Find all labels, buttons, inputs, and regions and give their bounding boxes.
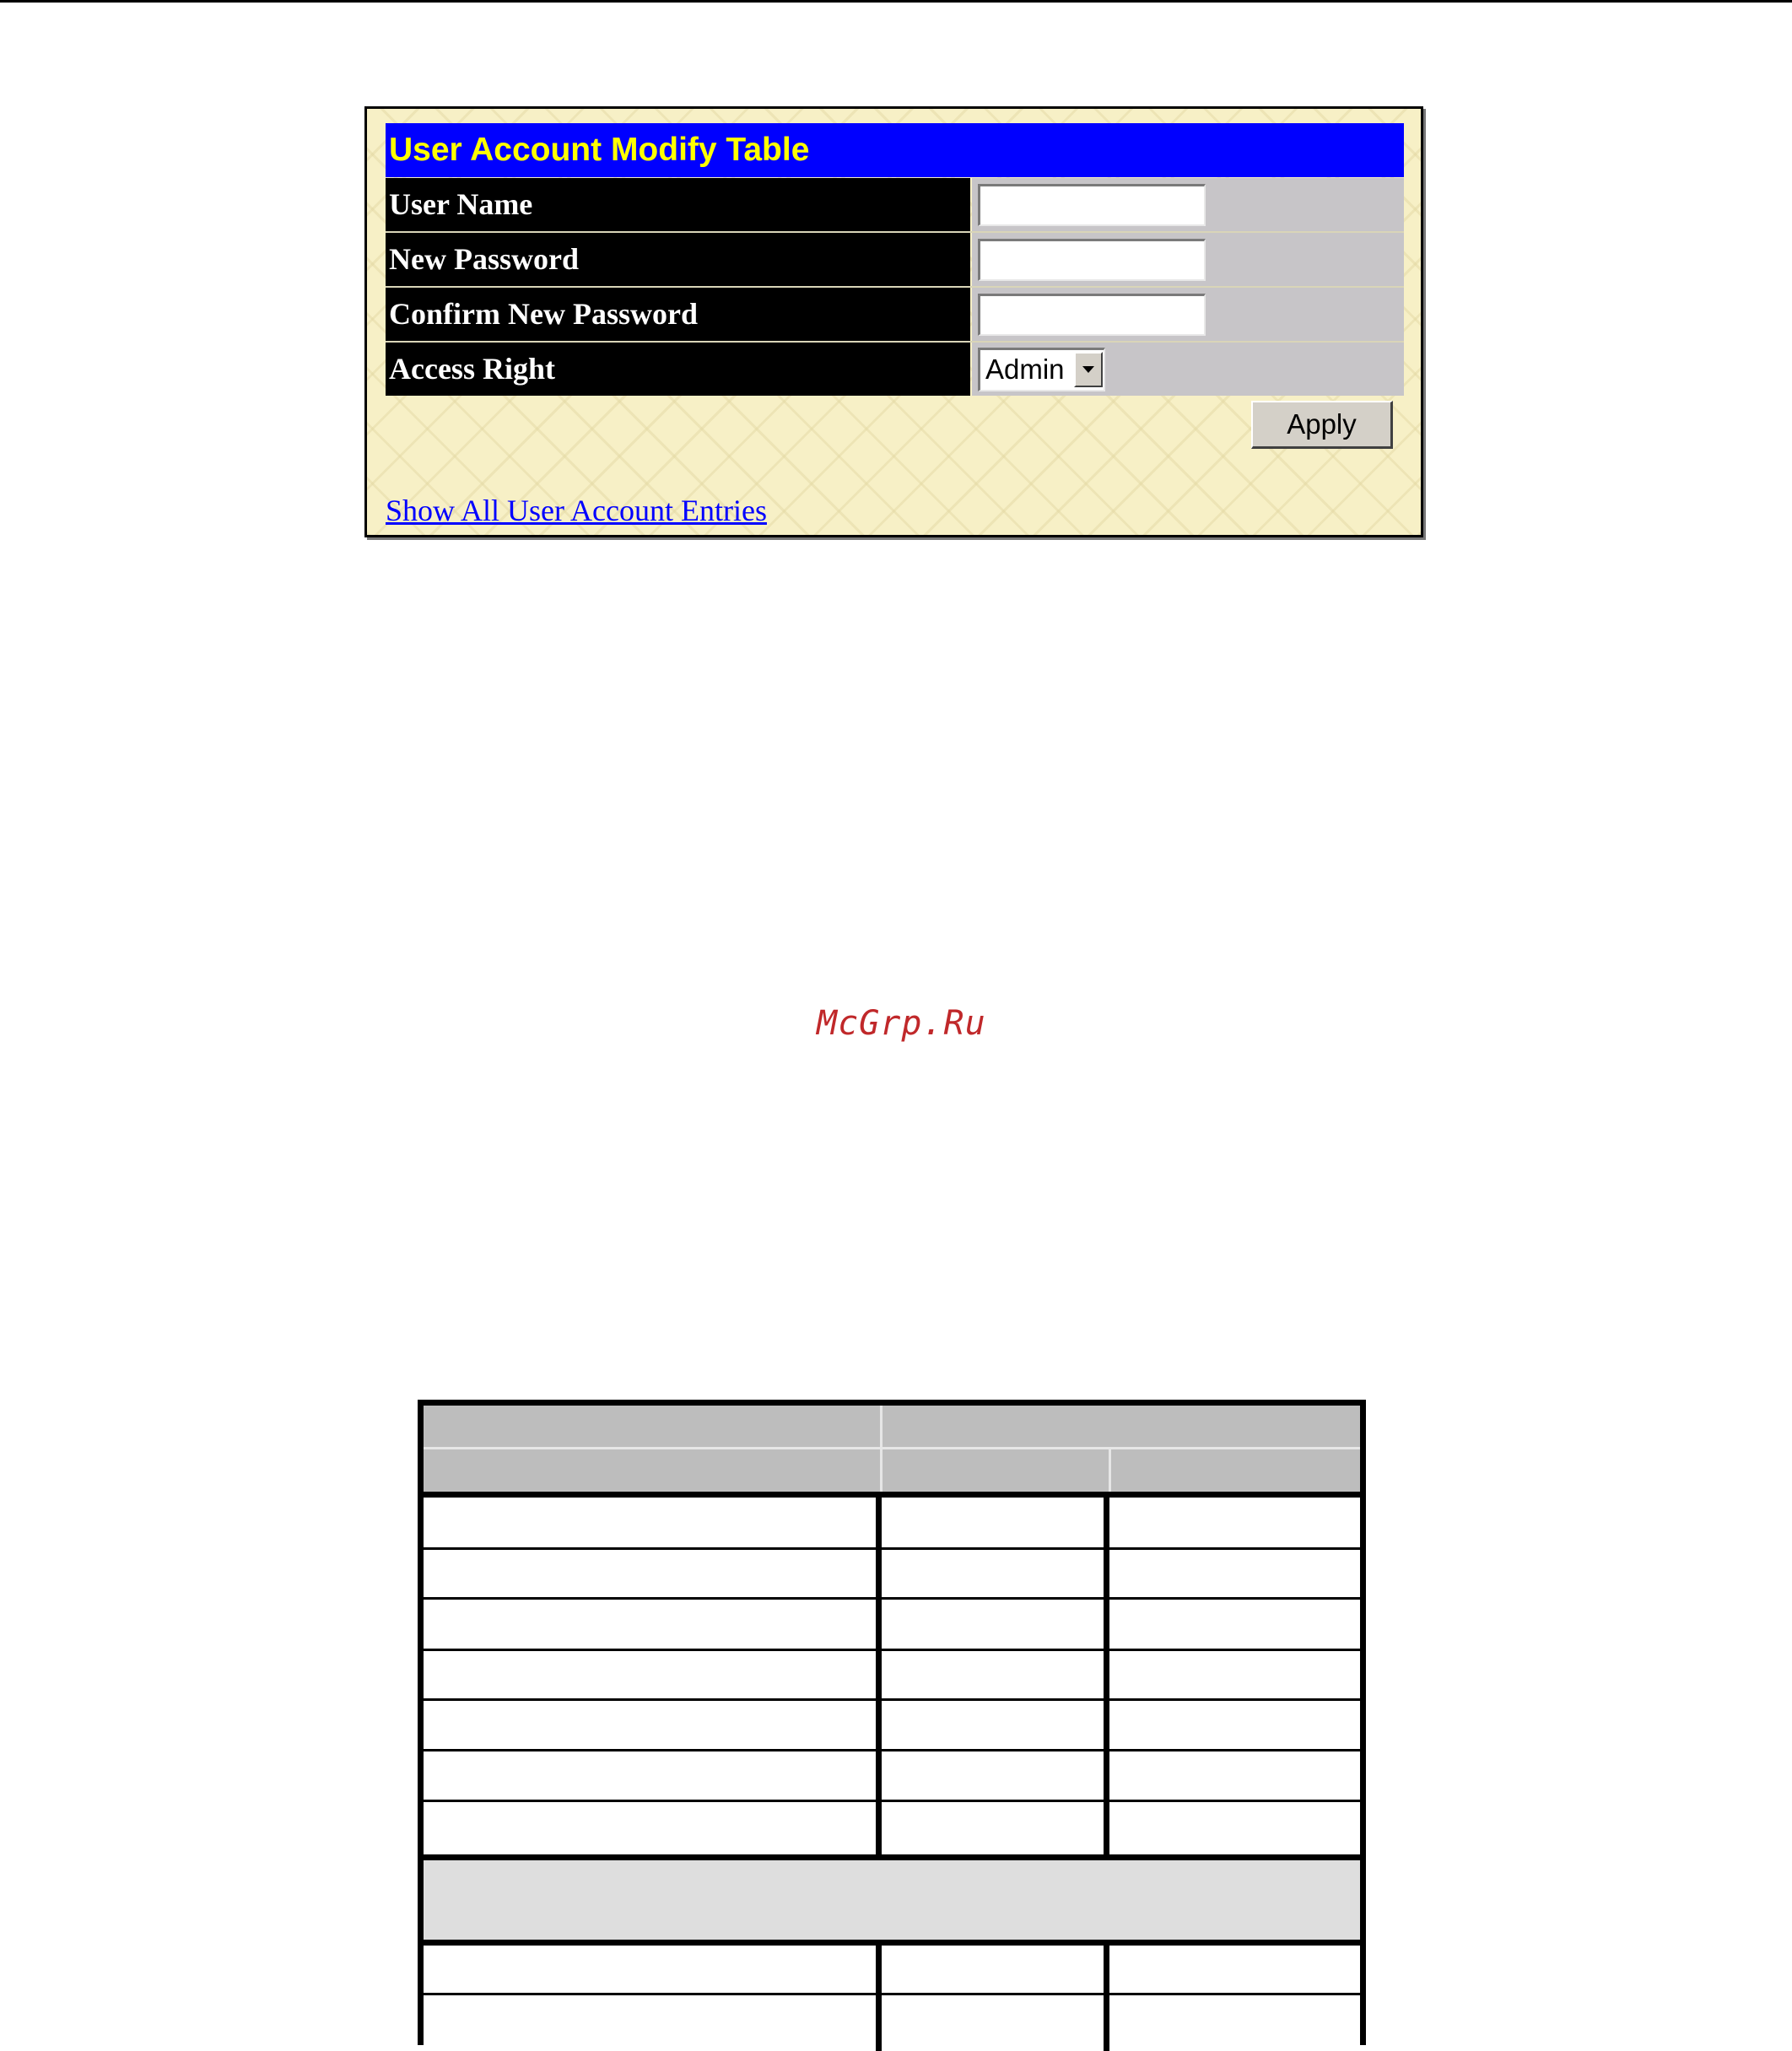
user-account-modify-panel [364, 106, 1423, 537]
table-row-divider [424, 1993, 1360, 1995]
show-all-user-accounts-link[interactable]: Show All User Account Entries [386, 494, 767, 527]
confirm-password-label: Confirm New Password [386, 288, 970, 341]
table-column-divider [876, 1940, 882, 2051]
chevron-down-icon [1082, 366, 1094, 373]
access-right-row [386, 343, 1404, 397]
table-rule [424, 1492, 1360, 1498]
new-password-input[interactable] [978, 239, 1206, 281]
table-column-divider [1104, 1492, 1109, 1859]
table-rule [424, 1940, 1360, 1946]
panel-title: User Account Modify Table [386, 123, 1404, 177]
table-column-divider [1104, 1940, 1109, 2051]
page-top-rule [0, 0, 1792, 3]
new-password-cell [972, 233, 1404, 286]
access-right-dropdown-button[interactable] [1074, 352, 1103, 387]
table-header-row-2 [424, 1448, 1360, 1492]
table-note-band [424, 1859, 1360, 1940]
header-column-divider [1109, 1448, 1111, 1492]
user-name-row [386, 178, 1404, 233]
table-rule [424, 1854, 1360, 1860]
access-right-label: Access Right [386, 343, 970, 396]
table-row-divider [424, 1597, 1360, 1600]
table-header-row-1 [424, 1406, 1360, 1448]
table-row-divider [424, 1800, 1360, 1802]
confirm-password-row [386, 288, 1404, 343]
header-divider [424, 1447, 1360, 1449]
user-name-label: User Name [386, 178, 970, 231]
access-right-selected: Admin [985, 354, 1065, 385]
table-row-divider [424, 1547, 1360, 1550]
confirm-password-cell [972, 288, 1404, 341]
access-right-select[interactable] [978, 348, 1105, 391]
table-row-divider [424, 1698, 1360, 1701]
table-row-divider [424, 1749, 1360, 1751]
empty-table [418, 1400, 1366, 2045]
confirm-password-input[interactable] [978, 294, 1206, 336]
new-password-label: New Password [386, 233, 970, 286]
user-name-cell [972, 178, 1404, 231]
table-column-divider [876, 1492, 882, 1859]
header-column-divider [880, 1406, 883, 1492]
access-right-cell [972, 343, 1404, 396]
table-row-divider [424, 1649, 1360, 1651]
new-password-row [386, 233, 1404, 288]
watermark-text: McGrp.Ru [817, 1004, 986, 1043]
apply-button[interactable]: Apply [1251, 401, 1393, 449]
user-name-input[interactable] [978, 184, 1206, 226]
